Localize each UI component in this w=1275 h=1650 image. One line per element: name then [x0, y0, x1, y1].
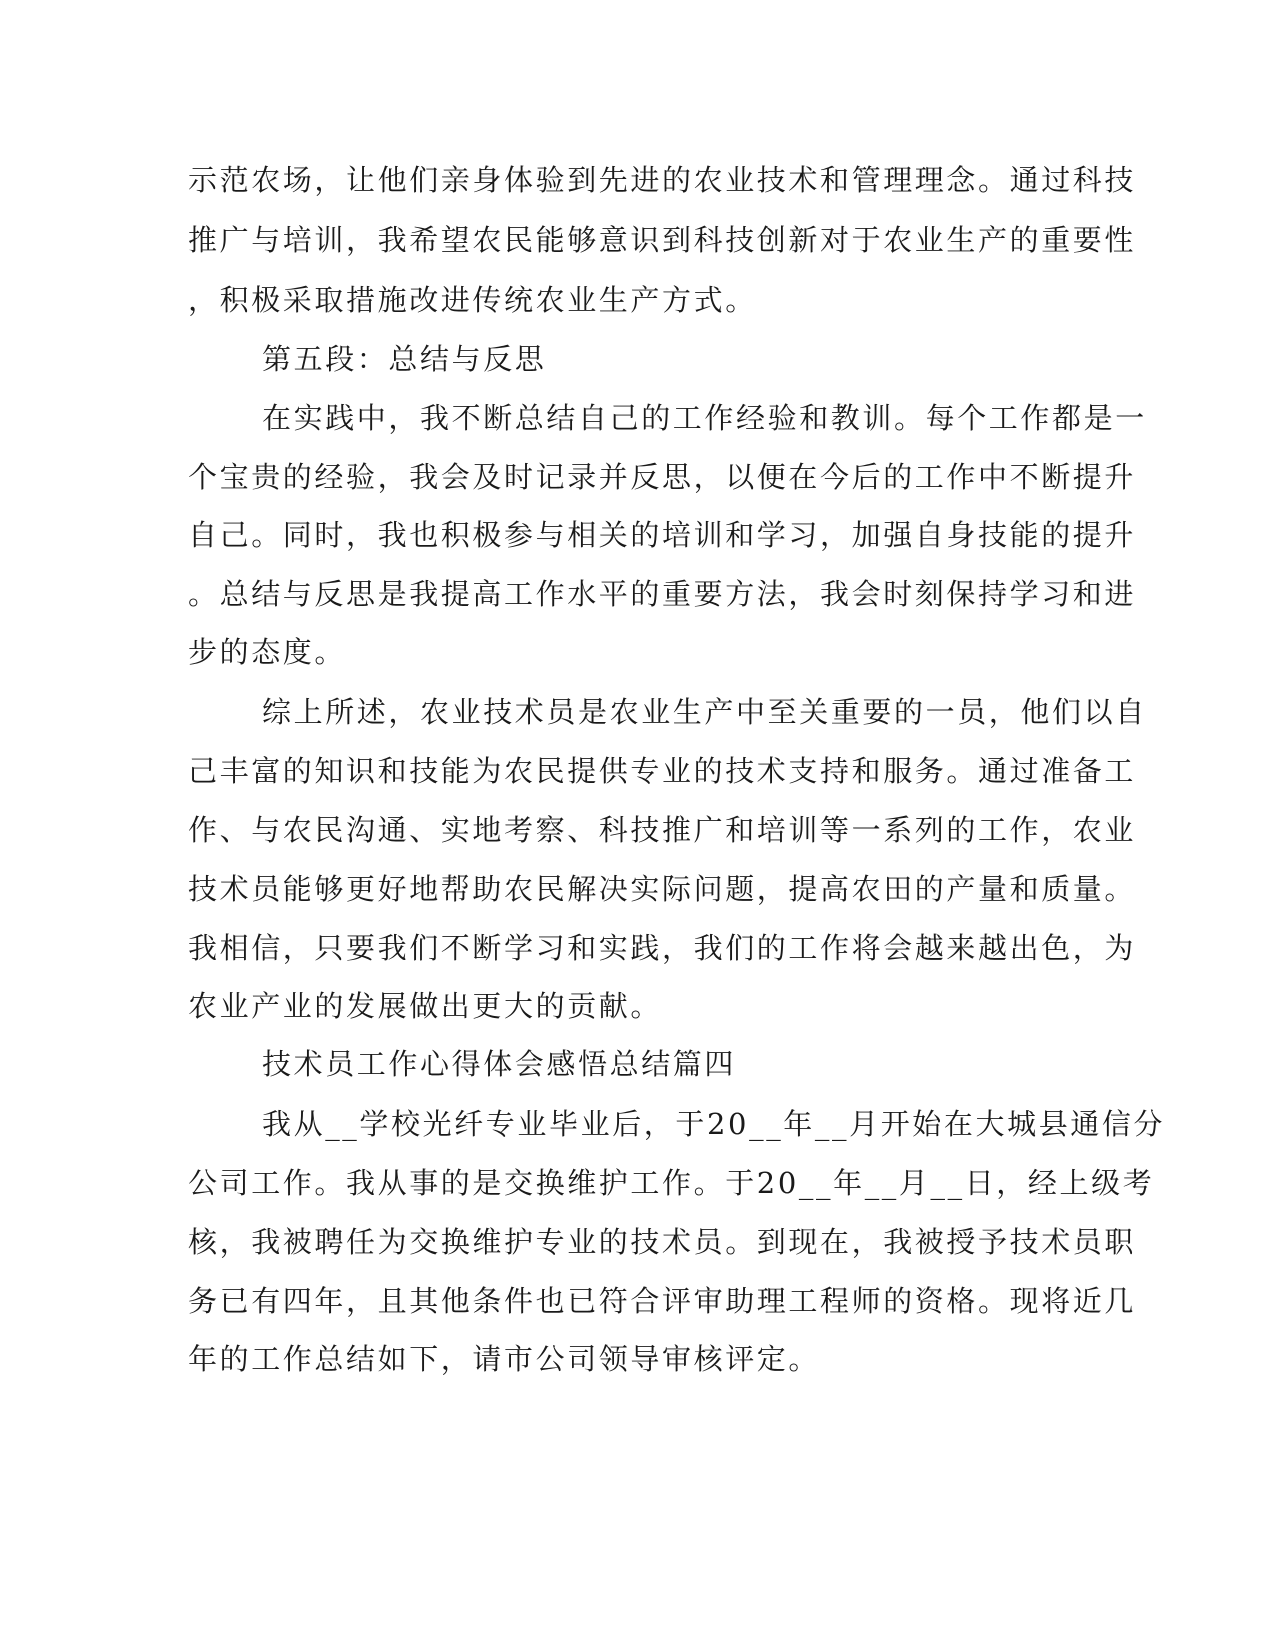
- text-line: 步的态度。: [188, 635, 347, 669]
- text-line: 核，我被聘任为交换维护专业的技术员。到现在，我被授予技术员职: [188, 1225, 1137, 1259]
- text-line: 技术员能够更好地帮助农民解决实际问题，提高农田的产量和质量。: [188, 872, 1137, 906]
- text-line: 我相信，只要我们不断学习和实践，我们的工作将会越来越出色，为: [188, 931, 1137, 965]
- text-line: 务已有四年，且其他条件也已符合评审助理工程师的资格。现将近几: [188, 1284, 1137, 1318]
- text-line: 公司工作。我从事的是交换维护工作。于20__年__月__日，经上级考: [188, 1166, 1155, 1200]
- text-line: 我从__学校光纤专业毕业后，于20__年__月开始在大城县通信分: [262, 1107, 1166, 1141]
- text-line: 在实践中，我不断总结自己的工作经验和教训。每个工作都是一: [262, 401, 1147, 435]
- text-line: 己丰富的知识和技能为农民提供专业的技术支持和服务。通过准备工: [188, 754, 1137, 788]
- text-line: 示范农场，让他们亲身体验到先进的农业技术和管理理念。通过科技: [188, 163, 1137, 197]
- section-heading: 技术员工作心得体会感悟总结篇四: [262, 1047, 737, 1081]
- text-line: 个宝贵的经验，我会及时记录并反思，以便在今后的工作中不断提升: [188, 460, 1137, 494]
- text-line: 推广与培训，我希望农民能够意识到科技创新对于农业生产的重要性: [188, 223, 1137, 257]
- text-line: ，积极采取措施改进传统农业生产方式。: [188, 283, 757, 317]
- text-line: 自己。同时，我也积极参与相关的培训和学习，加强自身技能的提升: [188, 518, 1137, 552]
- text-line: 综上所述，农业技术员是农业生产中至关重要的一员，他们以自: [262, 695, 1147, 729]
- text-line: 。总结与反思是我提高工作水平的重要方法，我会时刻保持学习和进: [188, 577, 1137, 611]
- text-line: 年的工作总结如下，请市公司领导审核评定。: [188, 1342, 821, 1376]
- text-line: 作、与农民沟通、实地考察、科技推广和培训等一系列的工作，农业: [188, 813, 1137, 847]
- text-line: 农业产业的发展做出更大的贡献。: [188, 989, 663, 1023]
- section-heading: 第五段：总结与反思: [262, 342, 547, 376]
